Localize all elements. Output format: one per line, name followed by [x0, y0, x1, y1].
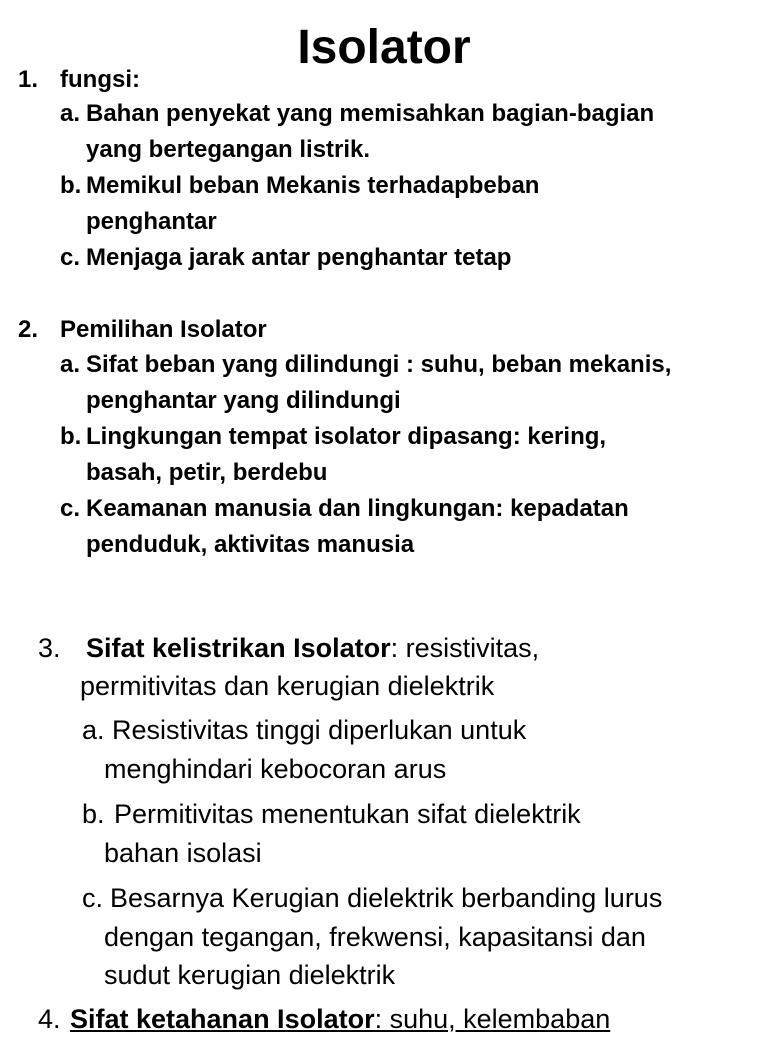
- section-heading-bold: Sifat ketahanan Isolator: [70, 1004, 375, 1034]
- item-text: Permitivitas menentukan sifat dielektrik: [114, 799, 581, 829]
- item-label: b.: [82, 799, 105, 829]
- item-label: a.: [82, 715, 105, 745]
- item-label: c.: [82, 883, 104, 913]
- page-title: Isolator: [297, 21, 471, 74]
- item-text: Menjaga jarak antar penghantar tetap: [86, 244, 512, 271]
- section-heading-rest: : resistivitas,: [390, 633, 540, 663]
- item-text: menghindari kebocoran arus: [104, 754, 447, 784]
- section-heading: fungsi:: [60, 66, 140, 93]
- section-heading: [86, 629, 539, 667]
- item-text: yang bertegangan listrik.: [86, 136, 371, 163]
- item-text: Bahan penyekat yang memisahkan bagian-bagian: [86, 100, 655, 127]
- item-text: penduduk, aktivitas manusia: [86, 531, 415, 558]
- section-heading-bold: Sifat kelistrikan Isolator: [86, 633, 391, 663]
- section-heading: [70, 1000, 610, 1038]
- section-heading-rest: : suhu, kelembaban: [374, 1004, 611, 1034]
- item-text: Resistivitas tinggi diperlukan untuk: [112, 715, 527, 745]
- item-text: penghantar: [86, 208, 217, 235]
- item-text: penghantar yang dilindungi: [86, 387, 401, 414]
- section-heading: Pemilihan Isolator: [60, 316, 267, 343]
- item-text: dengan tegangan, frekwensi, kapasitansi dan: [104, 922, 646, 952]
- item-text: Lingkungan tempat isolator dipasang: kering,: [86, 423, 607, 450]
- item-label: a.: [60, 351, 81, 378]
- item-label: c.: [60, 244, 81, 271]
- item-label: b.: [60, 172, 82, 199]
- section-number: 4.: [38, 1004, 61, 1034]
- item-text: Besarnya Kerugian dielektrik berbanding lurus: [110, 883, 663, 913]
- item-label: b.: [60, 423, 82, 450]
- item-label: c.: [60, 495, 81, 522]
- section-number: 3.: [38, 633, 61, 663]
- item-text: basah, petir, berdebu: [86, 459, 328, 486]
- item-text: bahan isolasi: [104, 838, 262, 868]
- item-text: Keamanan manusia dan lingkungan: kepadatan: [86, 495, 629, 522]
- item-text: Memikul beban Mekanis terhadapbeban: [86, 172, 540, 199]
- item-text: sudut kerugian dielektrik: [104, 960, 396, 990]
- item-text: Sifat beban yang dilindungi : suhu, beban mekanis,: [86, 351, 672, 378]
- section-number: 1.: [18, 66, 39, 93]
- section-number: 2.: [18, 316, 39, 343]
- item-label: a.: [60, 100, 81, 127]
- section-heading-line2: permitivitas dan kerugian dielektrik: [80, 671, 495, 701]
